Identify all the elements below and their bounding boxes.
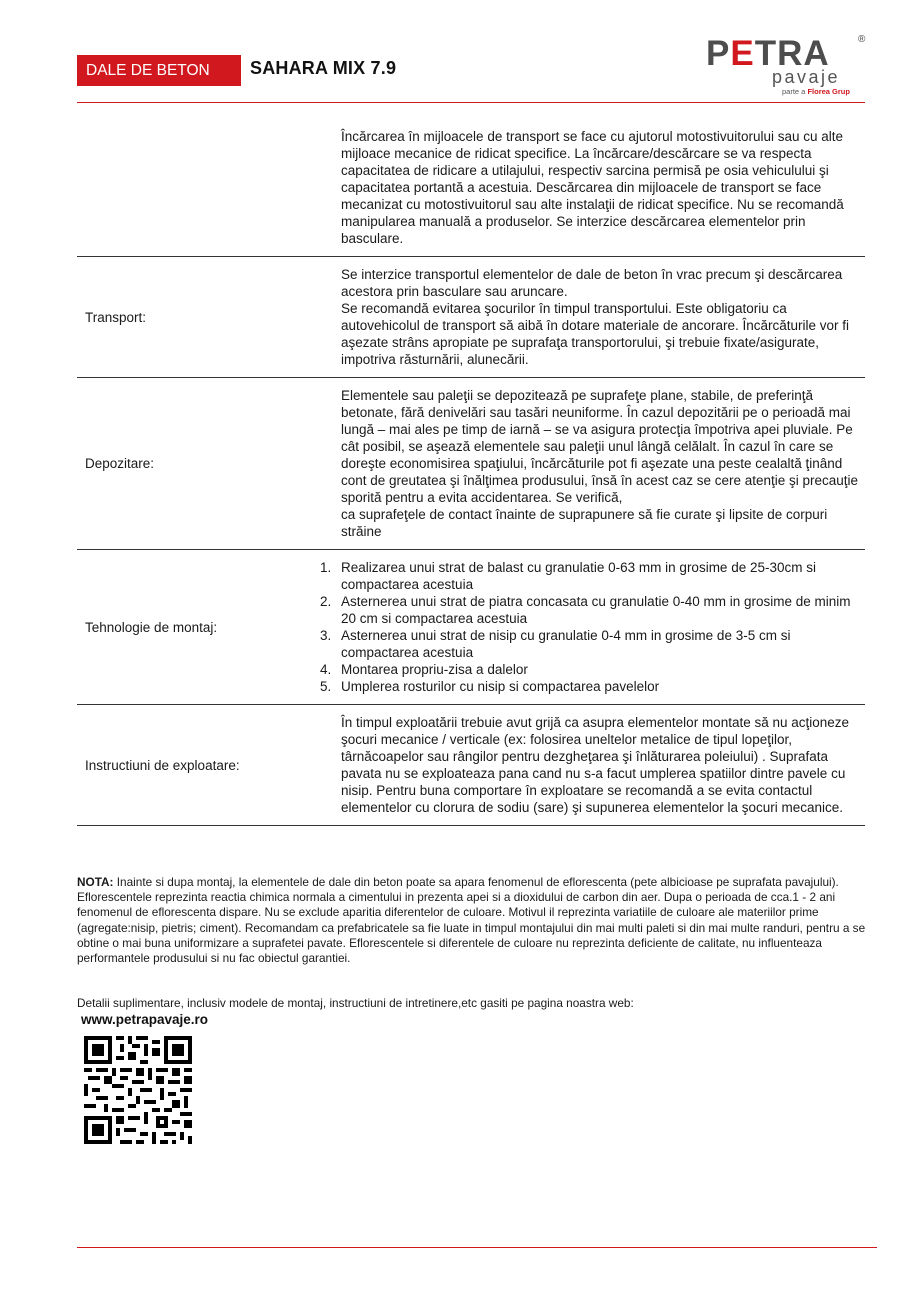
table-row [77, 378, 865, 550]
note-text: Inainte si dupa montaj, la elementele de dale din beton poate sa apara fenomenul de eflorescenta (pete albicioase pe suprafata pavajului). Eflorescentele reprezinta reactia chimica normala a cimentului in prezenta apei si a dioxidului de carbon din aer. Dupa o perioada de cca.1 - 2 ani fenomenul de eflorescenta dispare. Nu se exclude aparitia diferentelor de culoare. Motivul il reprezinta variatiile de culoare ale materiilor prime (agregate:nisip, pietris; ciment). Recomandam ca prefabricatele sa fie luate in timpul montajului din mai multi paleti si din mai multe randuri, pentru a se obtine o mai buna uniformizare a suprafetei pavate. Eflorescentele si diferentele de culoare nu reprezinta deficiente de calitate, nu influenteaza performantele produsului si nu fac obiectul garantiei. [77, 875, 866, 966]
loading-text: Încărcarea în mijloacele de transport se face cu ajutorul motostivuitorului sau cu alte mijloace mecanice de ridicat specifice. La încărcare/descărcare se va respecta capacitatea de ridicare a utilajului, respectiv sarcina permisă pe osia vehiculului şi capacitatea portantă a acestuia. Descărcarea din mijloacele de transport se face mecanizat cu motostivuitorul sau alte instalaţii de ridicat specifice. Nu se recomandă manipularea manuală a produselor. Se interzice descărcarea elementelor prin basculare. [341, 129, 844, 246]
operation-label: Instructiuni de exploatare: [77, 705, 317, 826]
list-item: 2. Asternerea unui strat de piatra concasata cu granulatie 0-40 mm in grosime de minim 20 cm si compactarea acestuia [320, 594, 851, 626]
registered-mark: ® [858, 34, 866, 45]
table-row [77, 705, 865, 826]
table-row [77, 121, 865, 257]
website-link[interactable]: www.petrapavaje.ro [81, 1012, 209, 1027]
transport-label: Transport: [77, 257, 317, 378]
list-item: 1. Realizarea unui strat de balast cu granulatie 0-63 mm in grosime de 25-30cm si compactarea acestuia [320, 560, 816, 592]
storage-text: Elementele sau paleţii se depozitează pe suprafeţe plane, stabile, de preferinţă betonate, fără denivelări sau tasări neuniforme. În cazul depozitării pe o perioadă mai lungă – mai ales pe timp de iarnă – se va asigura protecţia împotriva apei pluviale. Pe cât posibil, se aşează elementele sau paleţii unul lângă celălalt. În cazul în care se doreşte economisirea spaţiului, încărcăturile pot fi aşezate una peste cealaltă ţinând cont de greutatea şi înălţimea produsului, însă în acest caz se cere atenţie şi precauţie sporită pentru a evita accidentarea. Se verifică, ca suprafeţele de contact înainte de suprapunere să fie curate şi lipsite de corpuri străine [317, 378, 865, 550]
header-divider [77, 102, 865, 103]
qr-code-icon[interactable] [84, 1036, 192, 1144]
details-text: Detalii suplimentare, inclusiv modele de montaj, instructiuni de intretinere,etc gasiti pe pagina noastra web: [77, 996, 634, 1010]
note-label: NOTA: [77, 875, 114, 889]
petra-pavaje-logo [706, 34, 871, 100]
specifications-table [77, 121, 865, 826]
operation-text: În timpul exploatării trebuie avut grijă ca asupra elementelor montate să nu acţioneze şocuri mecanice / verticale (ex: folosirea uneltelor metalice de tipul lopeţilor, târnăcoapelor sau rângilor pentru dezgheţarea şi înlăturarea poleiului) . Suprafata pavata nu se exploateaza pana cand nu s-a facut umplerea spatiilor dintre pavele cu nisip. Pentru buna comportare în exploatare se recomandă a se evita contactul elementelor cu clorura de sodiu (sare) şi supunerea elementelor la şocuri mecanice. [317, 705, 865, 826]
list-item: 5. Umplerea rosturilor cu nisip si compactarea pavelelor [320, 679, 660, 694]
table-row [77, 550, 865, 705]
list-item: 3. Asternerea unui strat de nisip cu granulatie 0-4 mm in grosime de 3-5 cm si compactarea acestuia [320, 628, 791, 660]
logo-wordmark: PETRA [706, 34, 830, 73]
installation-label: Tehnologie de montaj: [77, 550, 317, 705]
list-item: 4. Montarea propriu-zisa a dalelor [320, 662, 528, 677]
transport-text: Se interzice transportul elementelor de dale de beton în vrac precum şi descărcarea acestora prin basculare sau aruncare. Se recomandă evitarea şocurilor în timpul transportului. Este obligatoriu ca autovehicolul de transport să aibă în dotare materiale de ancorare. Încărcăturile vor fi aşezate strâns apropiate pe suprafaţa transportorului, şi trebuie fixate/asigurate, impotriva răsturnării, alunecării. [317, 257, 865, 378]
page-header [0, 0, 920, 105]
table-row [77, 257, 865, 378]
logo-subtitle: pavaje [772, 67, 841, 87]
note-paragraph [77, 875, 867, 966]
footer-divider [77, 1247, 877, 1248]
category-badge: DALE DE BETON [77, 55, 241, 86]
row-label [77, 121, 317, 257]
installation-steps [317, 550, 865, 705]
logo-tagline: parte a Florea Grup [782, 87, 850, 96]
storage-label: Depozitare: [77, 378, 317, 550]
product-title: SAHARA MIX 7.9 [250, 58, 397, 78]
